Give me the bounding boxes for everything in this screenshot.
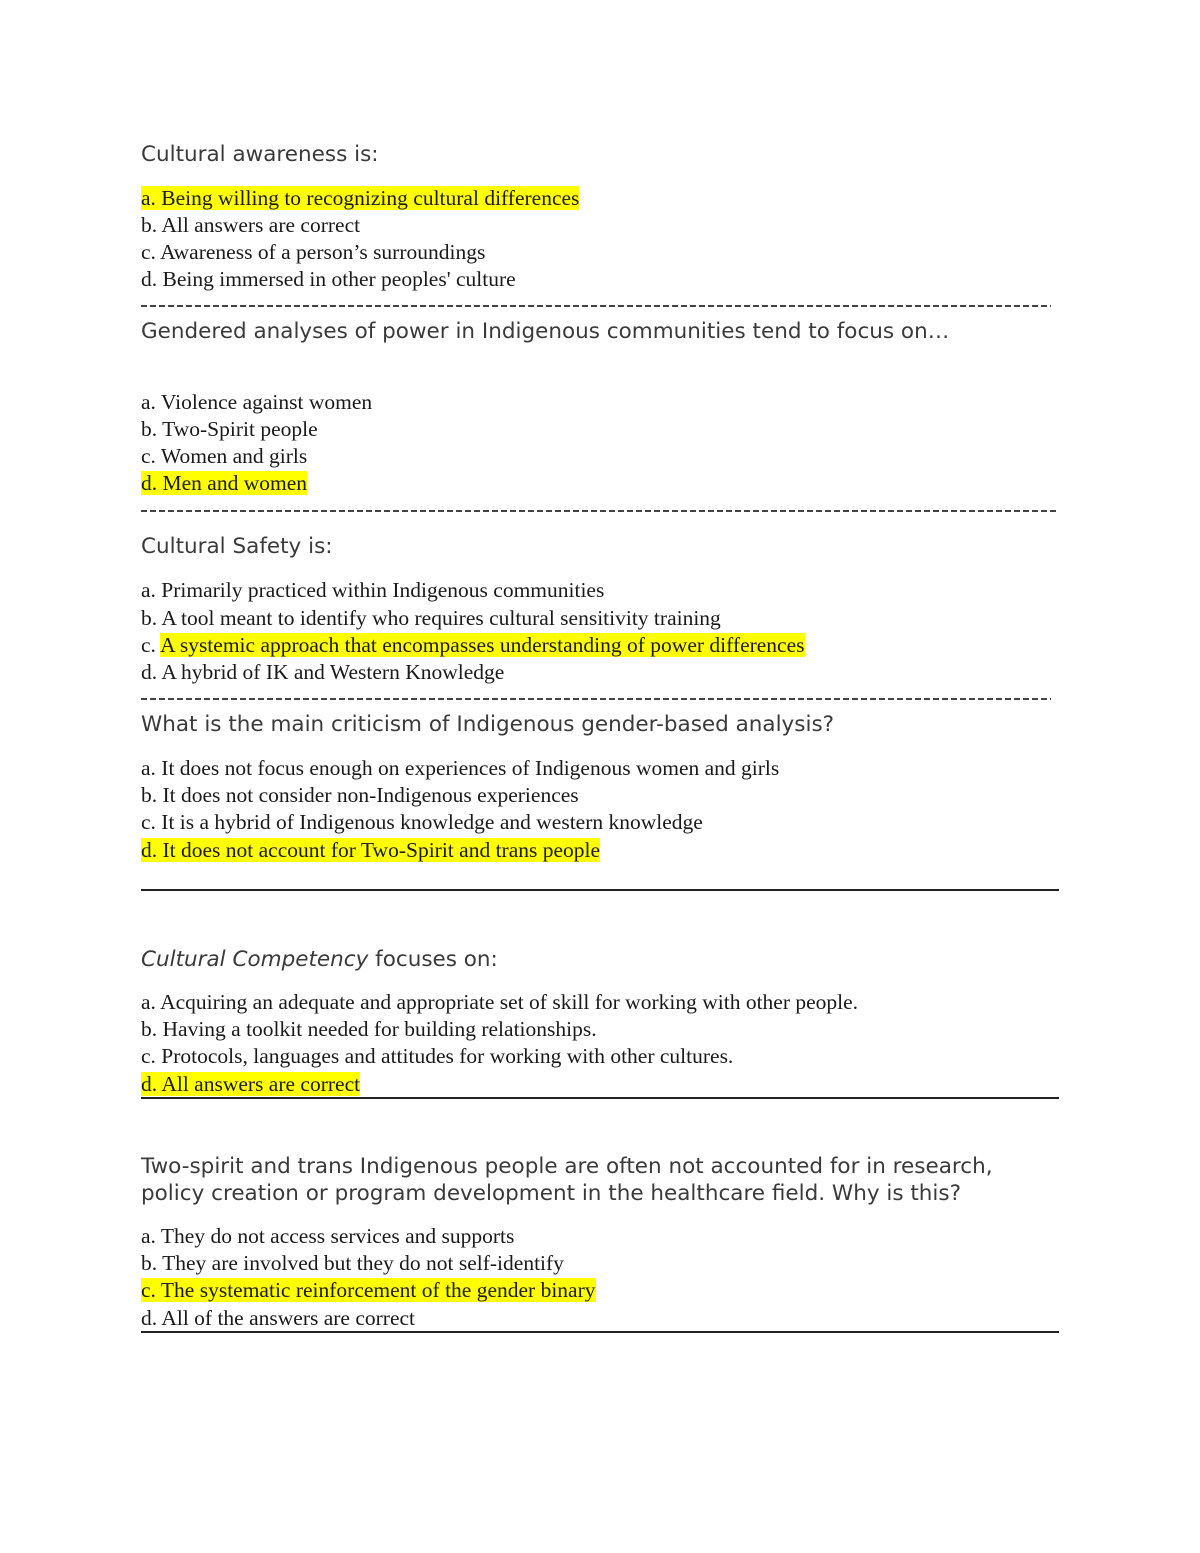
question-6-option-b: b. They are involved but they do not self-identify [141,1251,564,1275]
question-5-option-a: a. Acquiring an adequate and appropriate set of skill for working with other people. [141,990,859,1014]
question-6-option-a: a. They do not access services and supports [141,1224,515,1248]
answer-highlight: a. Being willing to recognizing cultural differences [141,186,580,210]
question-5-option-d [141,1071,360,1097]
question-5-option-c: c. Protocols, languages and attitudes for working with other cultures. [141,1044,734,1068]
question-3-text: Cultural Safety is: [141,534,333,559]
solid-separator [141,1331,1059,1333]
question-4-option-d [141,837,600,863]
question-6-option-c [141,1277,596,1303]
question-1-text: Cultural awareness is: [141,142,379,167]
question-6-text-line2: policy creation or program development in the healthcare field. Why is this? [141,1181,962,1206]
answer-highlight: d. Men and women [141,471,307,495]
question-5-text [141,946,498,974]
dashed-separator [141,305,1051,307]
question-2-option-b: b. Two-Spirit people [141,417,318,441]
question-5-text-rest: focuses on: [368,947,498,972]
answer-highlight: A systemic approach that encompasses understanding of power differences [160,633,805,657]
question-4-option-a: a. It does not focus enough on experiences of Indigenous women and girls [141,756,780,780]
option-prefix: c. [141,633,161,657]
question-5-italic-term: Cultural Competency [141,947,369,972]
solid-separator [141,1097,1059,1099]
solid-separator [141,889,1059,891]
question-1-option-c: c. Awareness of a person’s surroundings [141,240,486,264]
question-1-option-d: d. Being immersed in other peoples' culture [141,267,516,291]
question-4-option-b: b. It does not consider non-Indigenous experiences [141,783,579,807]
question-2-option-c: c. Women and girls [141,444,308,468]
question-5-option-b: b. Having a toolkit needed for building relationships. [141,1017,597,1041]
question-3-option-c [141,632,805,658]
question-6-text: Two-spirit and trans Indigenous people are often not accounted for in research, [141,1154,993,1179]
question-1-option-b: b. All answers are correct [141,213,361,237]
answer-highlight: c. The systematic reinforcement of the gender binary [141,1278,596,1302]
answer-highlight: d. All answers are correct [141,1072,361,1096]
question-2-text: Gendered analyses of power in Indigenous communities tend to focus on… [141,319,950,344]
question-3-option-d: d. A hybrid of IK and Western Knowledge [141,660,505,684]
question-4-text: What is the main criticism of Indigenous gender-based analysis? [141,712,835,737]
question-3-option-b: b. A tool meant to identify who requires cultural sensitivity training [141,606,721,630]
question-4-option-c: c. It is a hybrid of Indigenous knowledge and western knowledge [141,810,703,834]
question-2-option-d [141,470,307,496]
answer-highlight: d. It does not account for Two-Spirit and trans people [141,838,601,862]
dashed-separator [141,510,1059,512]
question-3-option-a: a. Primarily practiced within Indigenous communities [141,578,605,602]
question-2-option-a: a. Violence against women [141,390,373,414]
question-6-option-d: d. All of the answers are correct [141,1306,416,1330]
dashed-separator [141,698,1051,700]
question-1-option-a [141,185,579,211]
